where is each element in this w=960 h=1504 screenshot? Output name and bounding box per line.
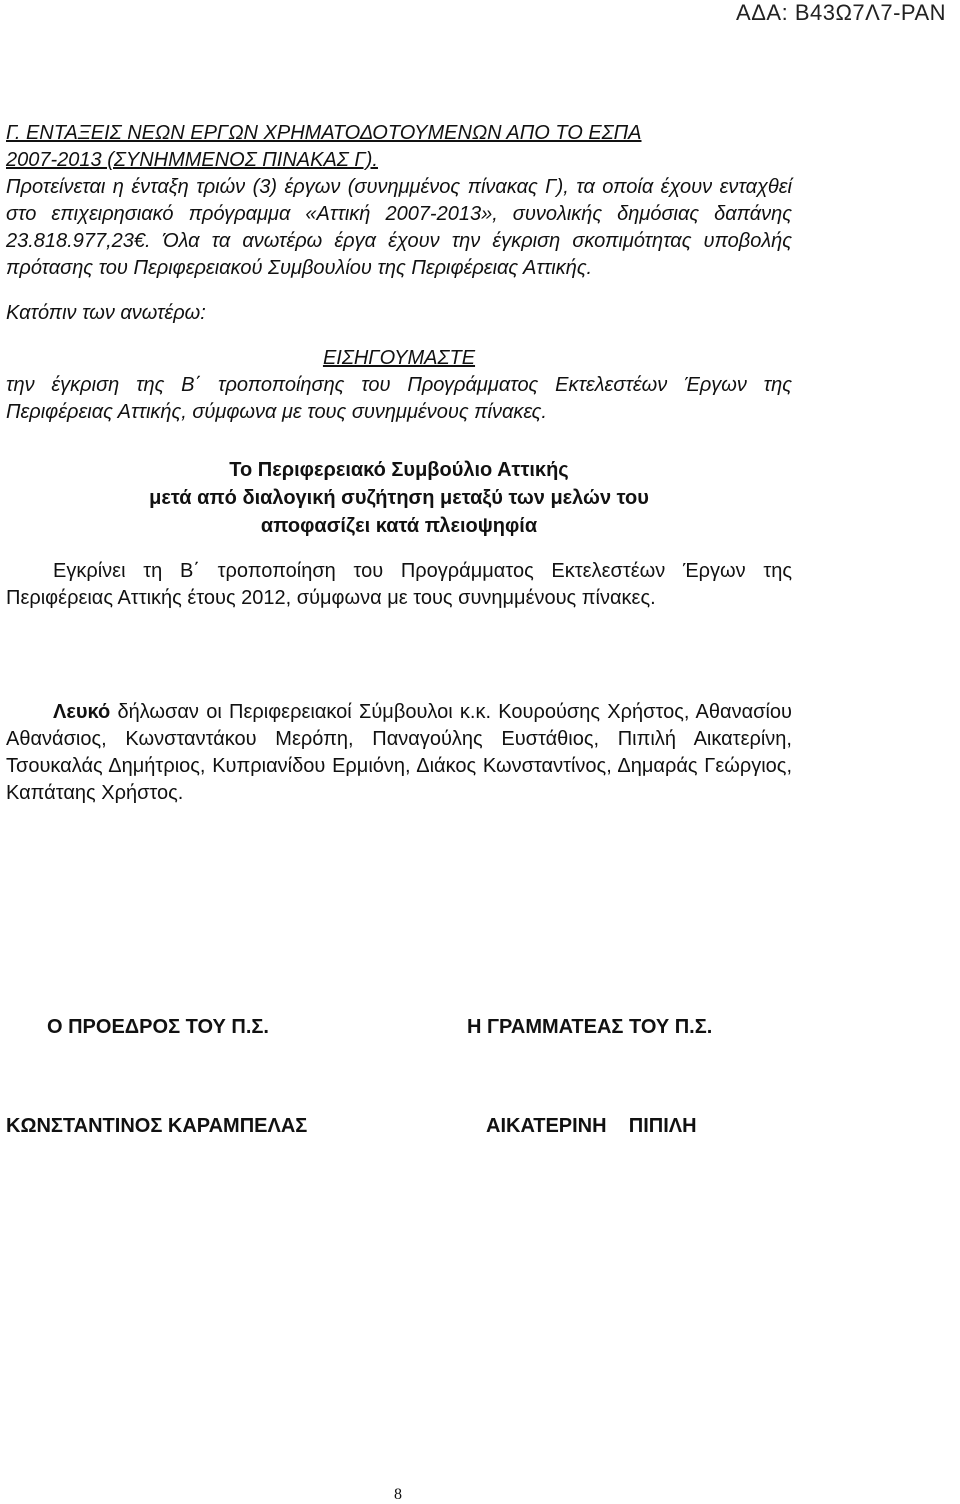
decision-line-2: μετά από διαλογική συζήτηση μεταξύ των μελών του	[149, 487, 649, 509]
page-number: 8	[394, 1486, 402, 1503]
section-title-line-1: Γ. ΕΝΤΑΞΕΙΣ ΝΕΩΝ ΕΡΓΩΝ ΧΡΗΜΑΤΟΔΟΤΟΥΜΕΝΩΝ ΑΠΟ ΤΟ ΕΣΠΑ	[6, 122, 642, 144]
decision-text: Εγκρίνει τη Β΄ τροποποίηση του Προγράμματος Εκτελεστέων Έργων της Περιφέρειας Αττικής έτους 2012, σύμφωνα με τους συνημμένους πίνακες.	[6, 560, 792, 609]
decision-line-3: αποφασίζει κατά πλειοψηφία	[260, 515, 538, 537]
secretary-name: ΑΙΚΑΤΕΡΙΝΗ ΠΙΠΙΛΗ	[486, 1115, 697, 1137]
secretary-title: Η ΓΡΑΜΜΑΤΕΑΣ ΤΟΥ Π.Σ.	[467, 1016, 713, 1038]
vote-text: δήλωσαν οι Περιφερειακοί Σύμβουλοι κ.κ. Κουρούσης Χρήστος, Αθανασίου Αθανάσιος, Κωνσταντάκου Μερόπη, Παναγούλης Ευστάθιος, Πιπιλή Αικατερίνη, Τσουκαλάς Δημήτριος, Κυπριανίδου Ερμιόνη, Διάκος Κωνσταντίνος, Δημαράς Γεώργιος, Καπάταης Χρήστος.	[6, 701, 792, 804]
president-name: ΚΩΝΣΤΑΝΤΙΝΟΣ ΚΑΡΑΜΠΕΛΑΣ	[6, 1115, 308, 1137]
proposal-heading: ΕΙΣΗΓΟΥΜΑΣΤΕ	[322, 347, 476, 369]
decision-line-1: Το Περιφερειακό Συμβούλιο Αττικής	[229, 459, 569, 481]
section-paragraph: Προτείνεται η ένταξη τριών (3) έργων (συνημμένος πίνακας Γ), τα οποία έχουν ενταχθεί στο επιχειρησιακό πρόγραμμα «Αττική 2007-2013», συνολικής δημόσιας δαπάνης 23.818.977,23€. Όλα τα ανωτέρω έργα έχουν την έγκριση σκοπιμότητας υποβολής πρότασης του Περιφερειακού Συμβουλίου της Περιφέρειας Αττικής.	[6, 176, 792, 279]
president-title: Ο ΠΡΟΕΔΡΟΣ ΤΟΥ Π.Σ.	[47, 1016, 269, 1038]
vote-label: Λευκό	[53, 701, 111, 723]
document-body	[6, 120, 792, 807]
ada-code: ΑΔΑ: Β43Ω7Λ7-ΡΑΝ	[736, 0, 946, 25]
proposal-text: την έγκριση της Β΄ τροποποίησης του Προγράμματος Εκτελεστέων Έργων της Περιφέρειας Αττικής, σύμφωνα με τους συνημμένους πίνακες.	[6, 374, 792, 423]
proposal-intro: Κατόπιν των ανωτέρω:	[6, 302, 206, 324]
vote-paragraph	[6, 699, 792, 807]
section-title-line-2: 2007-2013 (ΣΥΝΗΜΜΕΝΟΣ ΠΙΝΑΚΑΣ Γ).	[6, 149, 378, 171]
